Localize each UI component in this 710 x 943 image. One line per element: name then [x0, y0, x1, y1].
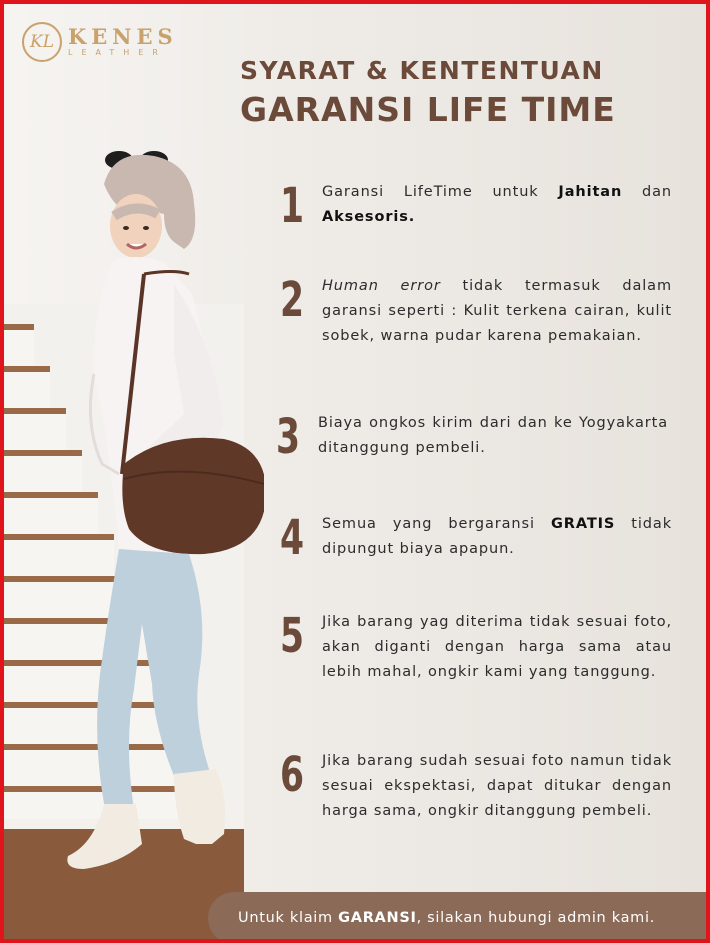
term-text: [322, 610, 672, 685]
term-number: 1: [280, 178, 305, 234]
text-run: , silakan hubungi admin kami.: [416, 910, 656, 926]
term-text: [322, 274, 672, 349]
brand-logo: [22, 22, 178, 62]
heading-line-1: SYARAT & KENTENTUAN: [240, 56, 604, 85]
term-number: 6: [280, 747, 305, 803]
term-number: 3: [276, 409, 301, 465]
term-text: [318, 411, 668, 461]
term-text: [322, 512, 672, 562]
brand-wordmark: [68, 26, 178, 58]
text-run: Semua yang bergaransi: [322, 516, 551, 532]
text-run: Jika barang sudah sesuai foto namun tidak sesuai ekspektasi, dapat ditukar dengan harga sama, ongkir ditanggung pembeli.: [322, 753, 672, 819]
text-run: Jahitan: [558, 184, 623, 200]
text-run: Jika barang yag diterima tidak sesuai foto, akan diganti dengan harga sama atau lebih mahal, ongkir kami yang tanggung.: [322, 614, 672, 680]
brand-name: KENES: [68, 24, 178, 49]
claim-footer-text: [238, 910, 655, 926]
model-with-bag-illustration: [24, 144, 264, 884]
text-run: tidak termasuk dalam garansi seperti : Kulit terkena cairan, kulit sobek, warna pudar karena pemakaian.: [322, 278, 672, 344]
text-run: Aksesoris.: [322, 209, 416, 225]
term-text: [322, 749, 672, 824]
text-run: GARANSI: [338, 910, 417, 926]
text-run: GRATIS: [550, 516, 616, 532]
term-number: 2: [280, 272, 305, 328]
claim-footer-banner: [208, 892, 710, 943]
term-text: [322, 180, 672, 230]
heading-line-2: GARANSI LIFE TIME: [240, 90, 616, 129]
text-run: Untuk klaim: [238, 910, 339, 926]
text-run: dan: [622, 184, 672, 200]
term-number: 5: [280, 608, 305, 664]
term-number: 4: [280, 510, 305, 566]
brand-subtitle: LEATHER: [68, 48, 167, 57]
text-run: tidak dipungut biaya apapun.: [322, 516, 672, 557]
text-run: Garansi LifeTime untuk: [322, 184, 559, 200]
text-run: Biaya ongkos kirim dari dan ke Yogyakarta ditanggung pembeli.: [318, 415, 668, 456]
brand-monogram-icon: KL: [22, 22, 62, 62]
text-run: Human error: [322, 278, 441, 294]
